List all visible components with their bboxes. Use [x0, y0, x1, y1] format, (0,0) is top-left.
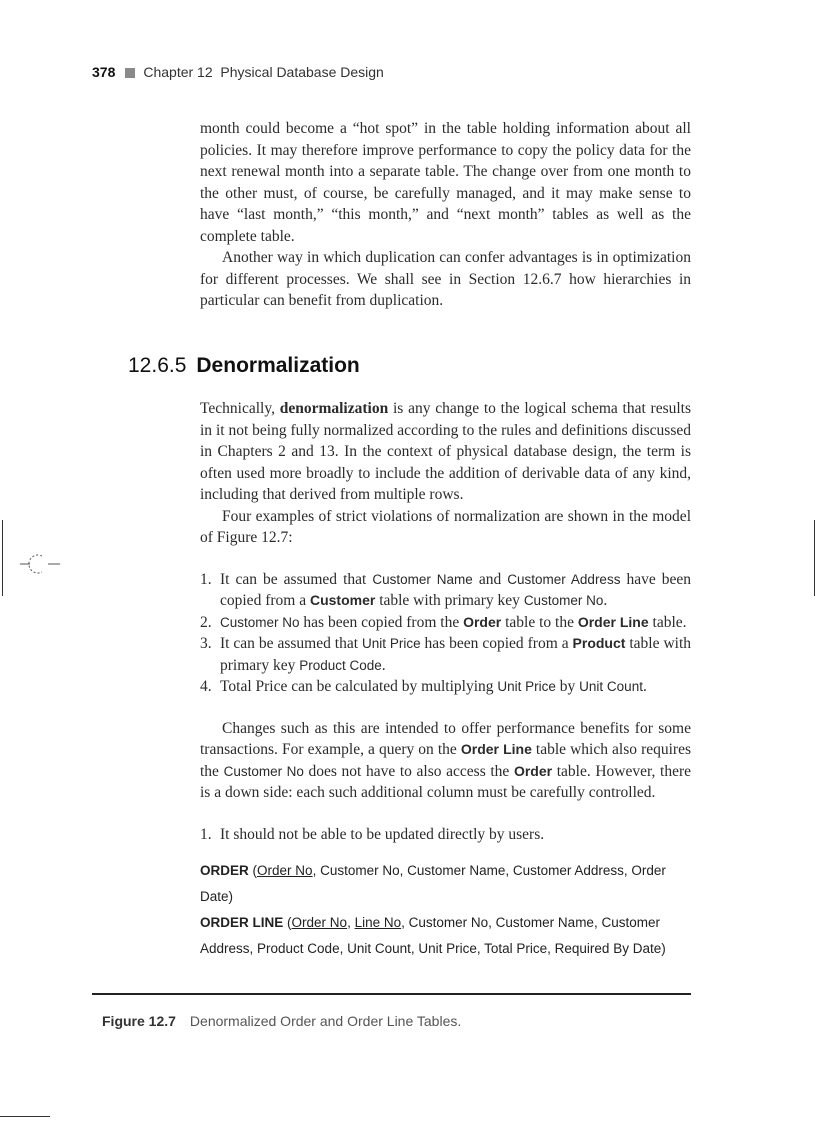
- list-number: 1.: [200, 825, 212, 843]
- text-run: by: [559, 678, 576, 695]
- text-run: Total Price can be calculated by multiplying: [220, 678, 494, 695]
- figure-caption-text: Denormalized Order and Order Line Tables.: [189, 1013, 462, 1029]
- list-item: [200, 612, 691, 634]
- table-name: Order Line: [577, 613, 649, 630]
- table-name: Order Line: [460, 741, 532, 757]
- attribute-name: Unit Count: [579, 679, 643, 694]
- text-run: table with primary key: [220, 635, 692, 674]
- section-number: 12.6.5: [128, 354, 187, 377]
- schema-order: [200, 858, 700, 910]
- attribute-name: Unit Price: [497, 679, 556, 694]
- text-run: is any change to the logical schema that results in it not being fully normalized according to the rules and definitions discussed in Chapters 2 and 13. In the context of physical database design, the term is often used more broadly to include the addition of derivable data of any kind, including that derived from multiple rows.: [200, 400, 692, 503]
- section-heading: [128, 354, 360, 378]
- list-item: [200, 633, 691, 676]
- attribute-name: Customer Address: [507, 571, 621, 587]
- attribute-name: Product Code: [299, 657, 382, 673]
- defined-term: denormalization: [279, 400, 389, 417]
- crop-mark: [0, 1116, 50, 1117]
- square-bullet-icon: [125, 68, 135, 78]
- text-run: table with primary key: [379, 592, 520, 609]
- table-name: Customer: [309, 592, 376, 608]
- text-run: .: [603, 592, 608, 609]
- changes-paragraph: [200, 718, 691, 804]
- table-name: Order: [513, 762, 553, 779]
- paragraph: month could become a “hot spot” in the table holding information about all policies. It may therefore improve performance to copy the policy data for the next renewal month into a separate table. The change over from one month to the other must, of course, be carefully managed, and it may make sense to have “last month,” “this month,” and “next month” tables as well as the complete table.: [200, 120, 691, 245]
- definition-paragraph: [200, 398, 691, 506]
- attribute-name: Unit Price: [361, 636, 421, 651]
- text-run: (: [252, 863, 258, 878]
- table-name: Order: [463, 613, 502, 630]
- list-number: 3.: [200, 635, 212, 652]
- intro-text: [200, 118, 691, 312]
- text-run: has been copied from the: [303, 613, 460, 631]
- primary-key: Line No: [354, 915, 402, 930]
- text-run: have been copied from a: [220, 570, 692, 609]
- text-run: does not have to also access the: [308, 762, 510, 780]
- schema-table-name: ORDER: [200, 863, 249, 878]
- text-run: (: [287, 915, 292, 930]
- list-number: 4.: [200, 678, 212, 695]
- text-run: has been copied from a: [424, 635, 569, 652]
- text-run: It can be assumed that: [220, 635, 359, 652]
- chapter-label: Chapter 12: [143, 64, 213, 80]
- page-number: 378: [92, 64, 116, 80]
- schema-order-line: [200, 910, 700, 962]
- rules-list: [200, 824, 691, 846]
- list-number: 2.: [200, 613, 212, 631]
- schema-table-name: ORDER LINE: [200, 915, 284, 930]
- text-run: and: [478, 570, 502, 588]
- figure-rule: [92, 993, 691, 995]
- primary-key: Order No: [291, 915, 348, 930]
- table-name: Product: [572, 635, 626, 651]
- attribute-name: Customer No: [223, 763, 304, 779]
- chapter-title: Physical Database Design: [220, 64, 384, 80]
- crop-mark: [2, 520, 3, 596]
- text-run: .: [642, 678, 647, 695]
- list-item: [200, 569, 691, 612]
- text-run: .: [381, 656, 386, 674]
- crop-mark: [814, 520, 815, 596]
- paragraph: Another way in which duplication can confer advantages is in optimization for different processes. We shall see in Section 12.6.7 how hierarchies in particular can benefit from duplication.: [200, 249, 691, 309]
- text-run: , Customer No, Customer Name, Customer Address, Order Date): [200, 863, 666, 904]
- text-run: ,: [347, 915, 351, 930]
- text-run: table.: [652, 613, 687, 631]
- text-run: table. However, there is a down side: each such additional column must be carefully controlled.: [200, 762, 692, 801]
- attribute-name: Customer Name: [372, 571, 473, 587]
- text-run: Technically,: [200, 400, 275, 417]
- figure-label: Figure 12.7: [102, 1013, 176, 1029]
- list-item: [200, 676, 691, 698]
- figure-caption: [102, 1013, 461, 1029]
- section-body: [200, 398, 691, 845]
- primary-key: Order No: [257, 863, 313, 878]
- examples-intro: Four examples of strict violations of normalization are shown in the model of Figure 12.7:: [200, 507, 691, 546]
- text-run: Changes such as this are intended to offer performance benefits for some transactions. For example, a query on the: [200, 719, 691, 758]
- text-run: It should not be able to be updated directly by users.: [220, 825, 545, 843]
- text-run: , Customer No, Customer Name, Customer Address, Product Code, Unit Count, Unit Price, Total Price, Required By Date): [200, 915, 666, 956]
- running-head: [92, 64, 384, 80]
- section-title: Denormalization: [196, 354, 360, 377]
- text-run: It can be assumed that: [220, 570, 367, 588]
- examples-list: [200, 569, 691, 698]
- text-run: table which also requires the: [200, 741, 691, 780]
- list-item: [200, 824, 691, 846]
- attribute-name: Customer No: [220, 614, 300, 630]
- figure-schema: [200, 858, 700, 962]
- list-number: 1.: [200, 570, 212, 588]
- text-run: table to the: [505, 613, 574, 631]
- registration-mark-icon: [18, 552, 62, 576]
- attribute-name: Customer No: [523, 593, 604, 608]
